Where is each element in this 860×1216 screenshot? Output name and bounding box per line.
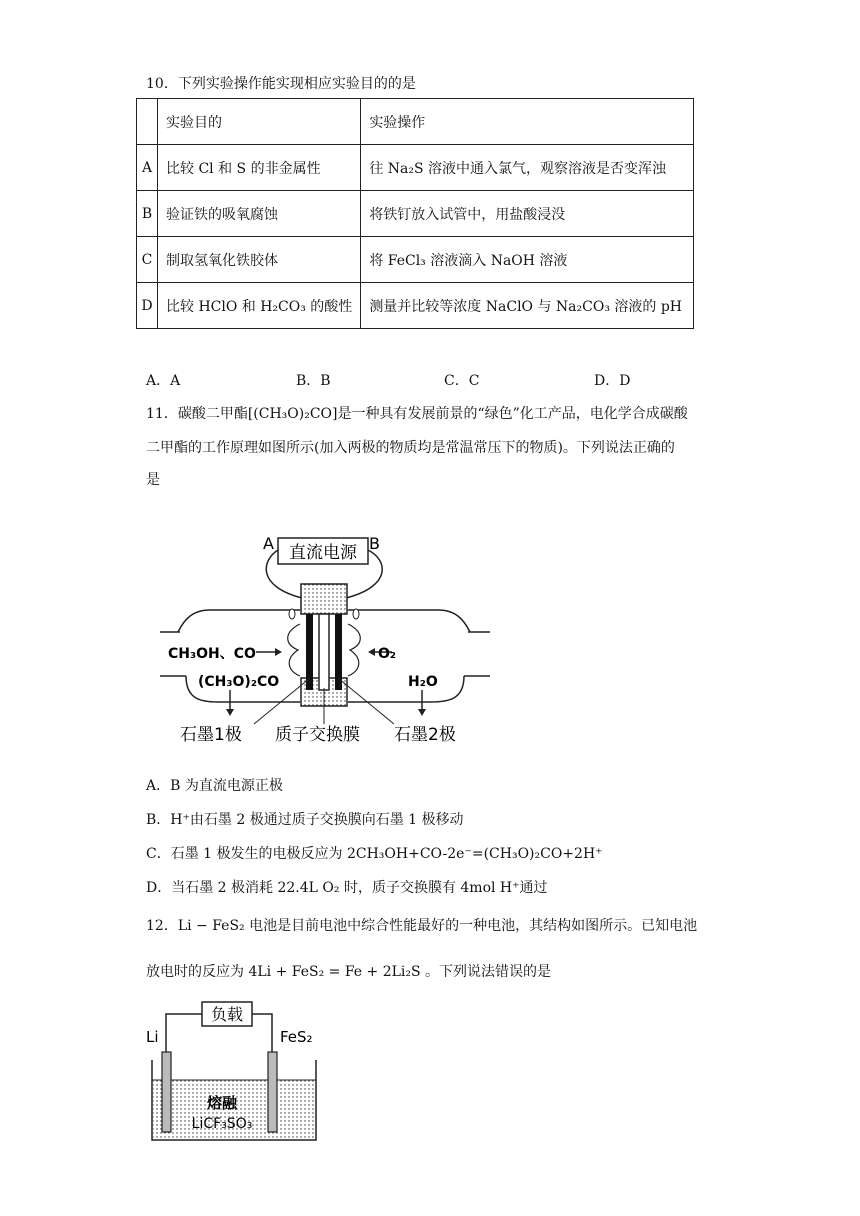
q10-stem: 10．下列实验操作能实现相应实验目的的是 bbox=[146, 76, 416, 92]
q11-stem-line-2: 二甲酯的工作原理如图所示(加入两极的物质均是常温常压下的物质)。下列说法正确的 bbox=[146, 440, 675, 456]
vessel-left bbox=[178, 610, 300, 632]
label-graphite-1: 石墨1极 bbox=[180, 725, 242, 745]
wire-left bbox=[166, 1014, 202, 1052]
table-cell: 验证铁的吸氧腐蚀 bbox=[158, 191, 361, 237]
table-row bbox=[137, 145, 694, 191]
power-supply-label: 直流电源 bbox=[289, 543, 357, 563]
table-row bbox=[137, 191, 694, 237]
flow-arrow-right bbox=[348, 624, 360, 676]
flow-arrow-left bbox=[288, 624, 300, 676]
anode-label: Li bbox=[146, 1028, 159, 1046]
q12-stem-line-1: 12．Li − FeS₂ 电池是目前电池中综合性能最好的一种电池，其结构如图所示。已知电池 bbox=[146, 918, 698, 934]
table-header-purpose: 实验目的 bbox=[158, 99, 361, 145]
table-cell: D bbox=[137, 283, 158, 329]
table-row bbox=[137, 237, 694, 283]
label-membrane: 质子交换膜 bbox=[275, 725, 360, 745]
table-cell: 往 Na₂S 溶液中通入氯气，观察溶液是否变浑浊 bbox=[361, 145, 694, 191]
q10-option-c: C．C bbox=[444, 373, 480, 389]
battery-diagram bbox=[144, 996, 324, 1144]
arrowhead-right-out bbox=[418, 709, 426, 716]
right-inlet-label: O₂ bbox=[378, 646, 397, 662]
table-header-row bbox=[137, 99, 694, 145]
fes2-electrode bbox=[268, 1052, 277, 1132]
arrowhead-right-in bbox=[368, 648, 375, 656]
cathode-label: FeS₂ bbox=[280, 1028, 313, 1046]
bubble-left bbox=[289, 609, 295, 619]
vessel-bottom-right bbox=[348, 676, 464, 702]
top-cap bbox=[301, 584, 347, 614]
q11-stem-line-1: 11．碳酸二甲酯[(CH₃O)₂CO]是一种具有发展前景的“绿色”化工产品，电化学合成碳酸 bbox=[146, 406, 688, 422]
table-cell: 比较 Cl 和 S 的非金属性 bbox=[158, 145, 361, 191]
q10-option-b: B．B bbox=[296, 373, 331, 389]
table-cell: 比较 HClO 和 H₂CO₃ 的酸性 bbox=[158, 283, 361, 329]
q10-option-a: A．A bbox=[146, 373, 181, 389]
proton-exchange-membrane bbox=[319, 614, 329, 690]
table-cell: C bbox=[137, 237, 158, 283]
label-graphite-2: 石墨2极 bbox=[394, 725, 456, 745]
table-header-operation: 实验操作 bbox=[361, 99, 694, 145]
wire-right bbox=[252, 1014, 272, 1052]
li-electrode bbox=[162, 1052, 171, 1132]
q11-option-a: A．B 为直流电源正极 bbox=[146, 778, 283, 794]
bubble-right bbox=[353, 609, 359, 619]
table-cell: A bbox=[137, 145, 158, 191]
table-cell: 测量并比较等浓度 NaClO 与 Na₂CO₃ 溶液的 pH bbox=[361, 283, 694, 329]
q11-option-c: C．石墨 1 极发生的电极反应为 2CH₃OH+CO-2e⁻=(CH₃O)₂CO+2H⁺ bbox=[146, 846, 603, 862]
table-cell: B bbox=[137, 191, 158, 237]
q12-stem-line-2: 放电时的反应为 4Li + FeS₂ = Fe + 2Li₂S 。下列说法错误的是 bbox=[146, 964, 552, 980]
table-row bbox=[137, 283, 694, 329]
vessel-right bbox=[348, 610, 470, 632]
arrowhead-left-in bbox=[275, 648, 282, 656]
table-cell: 制取氢氧化铁胶体 bbox=[158, 237, 361, 283]
table-cell: 将 FeCl₃ 溶液滴入 NaOH 溶液 bbox=[361, 237, 694, 283]
q10-option-d: D．D bbox=[594, 373, 631, 389]
table-cell: 将铁钉放入试管中，用盐酸浸没 bbox=[361, 191, 694, 237]
experiment-table bbox=[136, 98, 694, 329]
q11-option-d: D．当石墨 2 极消耗 22.4L O₂ 时，质子交换膜有 4mol H⁺通过 bbox=[146, 880, 548, 896]
load-label: 负载 bbox=[210, 1005, 244, 1024]
arrowhead-left-out bbox=[226, 709, 234, 716]
q11-option-b: B．H⁺由石墨 2 极通过质子交换膜向石墨 1 极移动 bbox=[146, 812, 464, 828]
left-inlet-label: CH₃OH、CO bbox=[168, 646, 256, 662]
electrolyte-label-1: 熔融 bbox=[206, 1094, 238, 1112]
terminal-a-label: A bbox=[263, 534, 274, 553]
right-outlet-label: H₂O bbox=[408, 674, 438, 690]
electrolysis-diagram bbox=[160, 528, 490, 750]
electrolyte-label-2: LiCF₃SO₃ bbox=[191, 1116, 253, 1132]
left-outlet-label: (CH₃O)₂CO bbox=[198, 674, 280, 690]
q11-stem-line-3: 是 bbox=[146, 472, 160, 488]
table-cell bbox=[137, 99, 158, 145]
terminal-b-label: B bbox=[369, 534, 380, 553]
